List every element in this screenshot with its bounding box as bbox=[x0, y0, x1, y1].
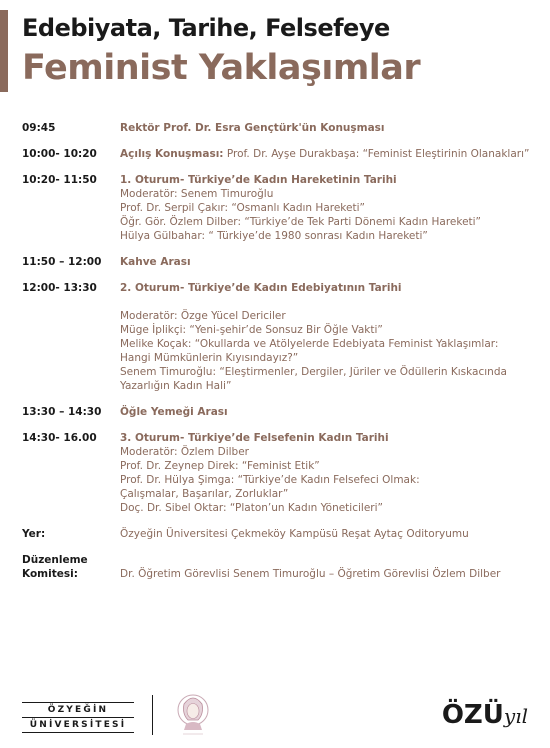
venue-label: Yer: bbox=[22, 528, 46, 540]
schedule-line: Melike Koçak: “Okullarda ve Atölyelerde Edebiyata Feminist Yaklaşımlar: bbox=[120, 338, 499, 350]
venue-row bbox=[22, 527, 542, 541]
schedule-line: Hülya Gülbahar: “ Türkiye’de 1980 sonrası Kadın Hareketi” bbox=[120, 230, 428, 242]
schedule-line: Prof. Dr. Zeynep Direk: “Feminist Etik” bbox=[120, 460, 320, 472]
page-title-line1: Edebiyata, Tarihe, Felsefeye bbox=[22, 14, 390, 42]
schedule-line: Çalışmalar, Başarılar, Zorluklar” bbox=[120, 488, 289, 500]
schedule-row bbox=[22, 121, 542, 135]
schedule-line: Hangi Mümkünlerin Kıyısındayız?” bbox=[120, 352, 299, 364]
schedule-title: 1. Oturum- Türkiye’de Kadın Hareketinin Tarihi bbox=[120, 174, 397, 186]
schedule-line: Yazarlığın Kadın Hali” bbox=[120, 380, 232, 392]
committee-value: Dr. Öğretim Görevlisi Senem Timuroğlu – Öğretim Görevlisi Özlem Dilber bbox=[120, 568, 501, 580]
schedule-title: Kahve Arası bbox=[120, 256, 191, 268]
schedule-line: Moderatör: Özlem Dilber bbox=[120, 446, 249, 458]
schedule-title: Öğle Yemeği Arası bbox=[120, 406, 228, 418]
schedule-time: 09:45 bbox=[22, 122, 56, 134]
schedule-line: Senem Timuroğlu: “Eleştirmenler, Dergiler, Jüriler ve Ödüllerin Kıskacında bbox=[120, 366, 507, 378]
committee-row bbox=[22, 553, 542, 581]
schedule-speaker: Prof. Dr. Ayşe Durakbaşa: “Feminist Eleştirinin Olanakları” bbox=[223, 148, 530, 160]
schedule-line: Prof. Dr. Hülya Şimga: “Türkiye’de Kadın Felsefeci Olmak: bbox=[120, 474, 420, 486]
schedule-time: 10:00- 10:20 bbox=[22, 148, 97, 160]
schedule-line: Prof. Dr. Serpil Çakır: “Osmanlı Kadın Hareketi” bbox=[120, 202, 365, 214]
logo-suffix-text: yıl bbox=[503, 704, 528, 728]
schedule-title: Rektör Prof. Dr. Esra Gençtürk'ün Konuşması bbox=[120, 122, 385, 134]
schedule-time: 11:50 – 12:00 bbox=[22, 256, 102, 268]
ozyegin-university-logo bbox=[22, 700, 134, 730]
program-schedule bbox=[22, 121, 542, 593]
schedule-row bbox=[22, 255, 542, 269]
schedule-title: 3. Oturum- Türkiye’de Felsefenin Kadın Tarihi bbox=[120, 432, 389, 444]
schedule-time: 14:30- 16.00 bbox=[22, 432, 97, 444]
schedule-time: 12:00- 13:30 bbox=[22, 282, 97, 294]
schedule-row bbox=[22, 281, 542, 393]
schedule-row bbox=[22, 173, 542, 243]
schedule-title: Açılış Konuşması: bbox=[120, 148, 224, 160]
logo-line1: ÖZYEĞİN bbox=[47, 705, 109, 715]
page-title-line2: Feminist Yaklaşımlar bbox=[22, 48, 421, 88]
schedule-row bbox=[22, 405, 542, 419]
footer-divider bbox=[152, 695, 153, 735]
portrait-illustration-icon bbox=[172, 690, 214, 738]
schedule-time: 13:30 – 14:30 bbox=[22, 406, 102, 418]
schedule-line: Müge İplikçi: “Yeni-şehir’de Sonsuz Bir Öğle Vakti” bbox=[120, 324, 383, 336]
title-accent-bar bbox=[0, 10, 8, 92]
venue-value: Özyeğin Üniversitesi Çekmeköy Kampüsü Reşat Aytaç Oditoryumu bbox=[120, 528, 469, 540]
schedule-line: Moderatör: Senem Timuroğlu bbox=[120, 188, 274, 200]
ozu-yil-logo bbox=[442, 700, 528, 730]
logo-line2: ÜNİVERSİTESİ bbox=[29, 720, 127, 730]
schedule-line: Doç. Dr. Sibel Oktar: “Platon’un Kadın Yöneticileri” bbox=[120, 502, 383, 514]
schedule-line: Moderatör: Özge Yücel Dericiler bbox=[120, 310, 286, 322]
schedule-row bbox=[22, 431, 542, 515]
committee-label-line1: Düzenleme bbox=[22, 554, 88, 566]
committee-label-line2: Komitesi: bbox=[22, 568, 78, 580]
schedule-row bbox=[22, 147, 542, 161]
schedule-time: 10:20- 11:50 bbox=[22, 174, 97, 186]
schedule-title: 2. Oturum- Türkiye’de Kadın Edebiyatının Tarihi bbox=[120, 282, 402, 294]
schedule-line: Öğr. Gör. Özlem Dilber: “Türkiye’de Tek Parti Dönemi Kadın Hareketi” bbox=[120, 216, 481, 228]
schedule-spacer bbox=[120, 295, 542, 309]
logo-main-text: ÖZÜ bbox=[441, 700, 504, 730]
